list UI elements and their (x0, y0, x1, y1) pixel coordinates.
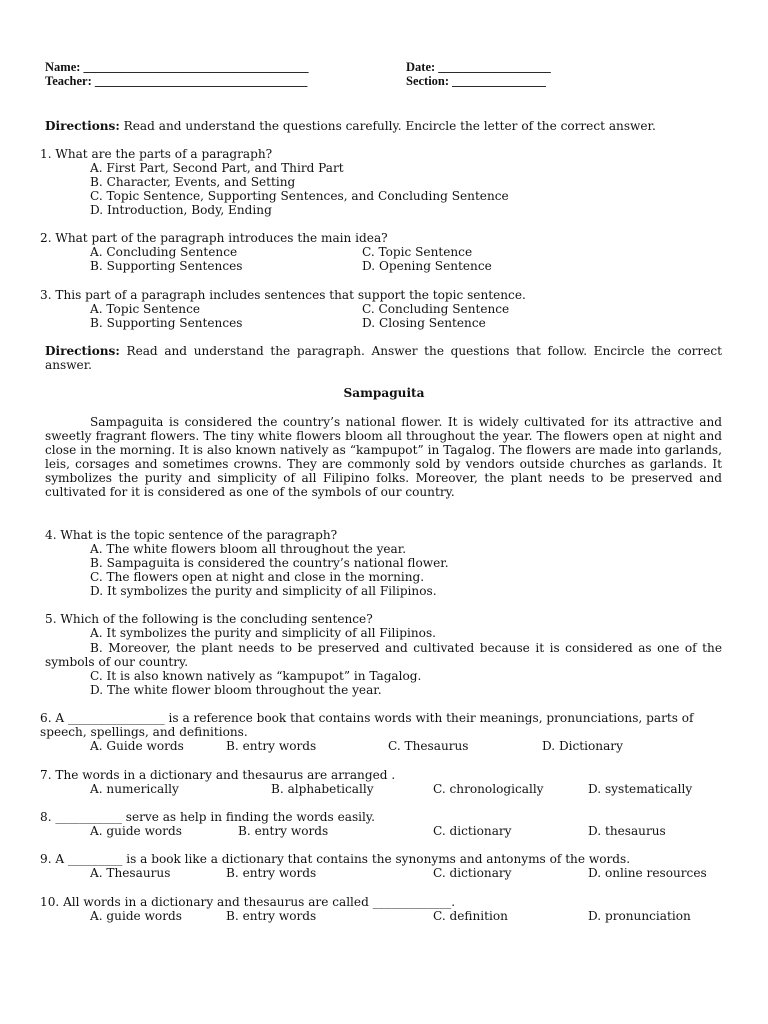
question-3: 3. This part of a paragraph includes sentences that support the topic sentence. (40, 288, 526, 302)
directions-1-text: Read and understand the questions carefully. Encircle the letter of the correct answer. (119, 119, 656, 133)
teacher-field: Teacher: __________________________________ (45, 74, 308, 88)
name-field: Name: ____________________________________ (45, 60, 309, 74)
q7-option-d: D. systematically (588, 782, 693, 796)
q8-option-b: B. entry words (238, 824, 329, 838)
q9-option-a: A. Thesaurus (90, 866, 171, 880)
q1-option-b: B. Character, Events, and Setting (90, 175, 296, 189)
q7-option-a: A. numerically (90, 782, 179, 796)
q6-option-c: C. Thesaurus (388, 739, 469, 753)
q1-option-a: A. First Part, Second Part, and Third Part (90, 161, 344, 175)
q9-option-b: B. entry words (226, 866, 317, 880)
q6-option-a: A. Guide words (90, 739, 184, 753)
q10-option-d: D. pronunciation (588, 909, 691, 923)
q10-option-a: A. guide words (90, 909, 182, 923)
passage-title: Sampaguita (343, 386, 425, 400)
q6-option-d: D. Dictionary (542, 739, 623, 753)
q2-option-b: B. Supporting Sentences (90, 259, 243, 273)
question-4: 4. What is the topic sentence of the paragraph? (45, 528, 338, 542)
q3-option-a: A. Topic Sentence (90, 302, 201, 316)
q8-option-c: C. dictionary (433, 824, 512, 838)
q10-option-b: B. entry words (226, 909, 317, 923)
q2-option-a: A. Concluding Sentence (90, 245, 238, 259)
directions-2-text: Read and understand the paragraph. Answer the questions that follow. Encircle the correct answer. (45, 344, 722, 373)
q5-option-d: D. The white flower bloom throughout the year. (90, 683, 382, 697)
question-5: 5. Which of the following is the concluding sentence? (45, 612, 373, 626)
q2-option-d: D. Opening Sentence (362, 259, 492, 273)
question-10: 10. All words in a dictionary and thesaurus are called _____________. (40, 895, 456, 909)
directions-2-label: Directions: (45, 344, 120, 358)
section-field: Section: _______________ (406, 74, 546, 88)
question-1: 1. What are the parts of a paragraph? (40, 147, 273, 161)
q8-option-a: A. guide words (90, 824, 182, 838)
q5-option-b: B. Moreover, the plant needs to be preserved and cultivated because it is considered as one of the symbols of our country. (45, 641, 722, 670)
q2-option-c: C. Topic Sentence (362, 245, 473, 259)
q4-option-a: A. The white flowers bloom all throughout the year. (90, 542, 407, 556)
q1-option-c: C. Topic Sentence, Supporting Sentences, and Concluding Sentence (90, 189, 509, 203)
q5-option-c: C. It is also known natively as “kampupot” in Tagalog. (90, 669, 422, 683)
q4-option-c: C. The flowers open at night and close in the morning. (90, 570, 425, 584)
question-8: 8. ___________ serve as help in finding the words easily. (40, 810, 375, 824)
q3-option-b: B. Supporting Sentences (90, 316, 243, 330)
q4-option-b: B. Sampaguita is considered the country’s national flower. (90, 556, 449, 570)
q3-option-c: C. Concluding Sentence (362, 302, 510, 316)
q10-option-c: C. definition (433, 909, 508, 923)
date-field: Date: __________________ (406, 60, 551, 74)
q9-option-d: D. online resources (588, 866, 707, 880)
question-9: 9. A _________ is a book like a dictionary that contains the synonyms and antonyms of the words. (40, 852, 631, 866)
question-2: 2. What part of the paragraph introduces the main idea? (40, 231, 388, 245)
question-7: 7. The words in a dictionary and thesaurus are arranged . (40, 768, 396, 782)
passage-text: Sampaguita is considered the country’s national flower. It is widely cultivated for its attractive and sweetly fragrant flowers. The tiny white flowers bloom all throughout the year. The flowers open at night and close in the morning. It is also known natively as “kampupot” in Tagalog. The flowers are made into garlands, leis, corsages and sometimes crowns. They are commonly sold by vendors outside churches as garlands. It symbolizes the purity and simplicity of all Filipino folks. Moreover, the plant needs to be preserved and cultivated for it is considered as one of the symbols of our country. (45, 415, 722, 500)
directions-1 (45, 119, 656, 133)
q6-option-b: B. entry words (226, 739, 317, 753)
q5-option-a: A. It symbolizes the purity and simplicity of all Filipinos. (90, 626, 437, 640)
q3-option-d: D. Closing Sentence (362, 316, 486, 330)
q7-option-c: C. chronologically (433, 782, 544, 796)
question-6: 6. A ________________ is a reference book that contains words with their meanings, pronunciations, parts of speech, spellings, and definitions. (40, 711, 694, 740)
directions-2 (45, 344, 722, 372)
q9-option-c: C. dictionary (433, 866, 512, 880)
q4-option-d: D. It symbolizes the purity and simplicity of all Filipinos. (90, 584, 437, 598)
q1-option-d: D. Introduction, Body, Ending (90, 203, 272, 217)
directions-1-label: Directions: (45, 119, 120, 133)
q8-option-d: D. thesaurus (588, 824, 666, 838)
q7-option-b: B. alphabetically (271, 782, 374, 796)
